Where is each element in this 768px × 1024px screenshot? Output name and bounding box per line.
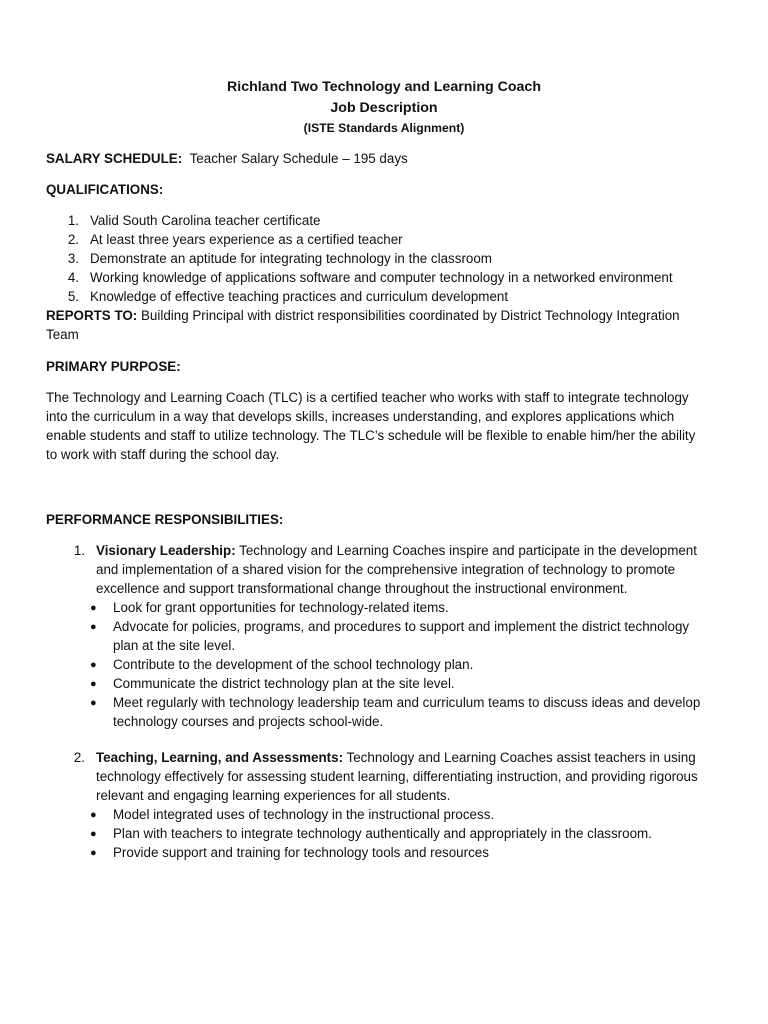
standards-alignment: (ISTE Standards Alignment) [303, 121, 465, 135]
primary-purpose-heading: PRIMARY PURPOSE: [46, 359, 181, 374]
section-text-line: excellence and support transformational change throughout the instructional environment. [96, 581, 628, 596]
section-title: Teaching, Learning, and Assessments: [96, 750, 344, 765]
purpose-line: into the curriculum in a way that develops skills, increases understanding, and explores applications which [46, 409, 675, 424]
document-title: Richland Two Technology and Learning Coach [227, 79, 541, 95]
purpose-line: to work with staff during the school day. [46, 447, 280, 462]
bullet-icon: ● [90, 697, 97, 709]
qualifications-heading: QUALIFICATIONS: [46, 182, 164, 197]
purpose-line: The Technology and Learning Coach (TLC) is a certified teacher who works with staff to integrate technology [46, 390, 689, 405]
salary-label: SALARY SCHEDULE: [46, 151, 183, 166]
salary-schedule [46, 150, 408, 169]
salary-value: Teacher Salary Schedule – 195 days [189, 151, 408, 166]
reports-to: REPORTS TO: Building Principal with district responsibilities coordinated by District Technology Integration [46, 308, 680, 323]
bullet-icon: ● [90, 678, 97, 690]
section-intro-line: Visionary Leadership: Technology and Learning Coaches inspire and participate in the development [96, 543, 697, 558]
section-text-line: technology effectively for assessing student learning, differentiating instruction, and providing rigorous [96, 769, 698, 784]
performance-heading: PERFORMANCE RESPONSIBILITIES: [46, 512, 284, 527]
section-intro-line: Teaching, Learning, and Assessments: Technology and Learning Coaches assist teachers in using [96, 750, 696, 765]
bullet-icon: ● [90, 659, 97, 671]
section-text-line: relevant and engaging learning experiences for all students. [96, 788, 451, 803]
reports-to-continuation: Team [46, 327, 79, 342]
purpose-line: enable students and staff to utilize technology. The TLC’s schedule will be flexible to enable him/her the ability [46, 428, 696, 443]
document-page: Richland Two Technology and Learning Coach Job Description (ISTE Standards Alignment) SALARY SCHEDULE: Teacher Salary Schedule – 195 days QUALIFICATIONS: 1. Valid South Carolina teacher certificate 2. At least three years experience as a certified teacher 3. Demonstrate an aptitude for integrating technology in the classroom 4. Working knowledge of applications software and computer technology in a networked environment 5. Knowledge of effective teaching practices and curriculum development REPORTS TO: Building Principal with district responsibilities coordinated by District Technology Integration Team PRIMARY PURPOSE: The Technology and Learning Coach (TLC) is a certified teacher who works with staff to integrate technology into the curriculum in a way that develops skills, increases understanding, and explores applications which enable students and staff to utilize technology. The TLC’s schedule will be flexible to enable him/her the ability to work with staff during the school day. PERFORMANCE RESPONSIBILITIES: 1. Visionary Leadership: Technology and Learning Coaches inspire and participate in the development and implementation of a shared vision for the comprehensive integration of technology to promote excellence and support transformational change throughout the instructional environment. ● Look for grant opportunities for technology-related items. ● Advocate for policies, programs, and procedures to support and implement the district technology plan at the site level. ● Contribute to the development of the school technology plan. ● Communicate the district technology plan at the site level. ● Meet regularly with technology leadership team and curriculum teams to discuss ideas and develop technology courses and projects school-wide. 2. Teaching, Learning, and Assessments: Technology and Learning Coaches assist teachers in using technology effectively for assessing student learning, differentiating instruction, and providing rigorous relevant and engaging learning experiences for all students. ● Model integrated uses of technology in the instructional process. ● Plan with teachers to integrate technology authentically and appropriately in the classroom. ● Provide support and training for technology tools and resources [0, 0, 768, 1024]
section-text-line: and implementation of a shared vision for the comprehensive integration of technology to promote [96, 562, 676, 577]
bullet-icon: ● [90, 847, 97, 859]
bullet-icon: ● [90, 809, 97, 821]
document-subtitle: Job Description [330, 100, 438, 116]
reports-to-label: REPORTS TO: [46, 308, 138, 323]
bullet-icon: ● [90, 621, 97, 633]
bullet-icon: ● [90, 828, 97, 840]
section-title: Visionary Leadership: [96, 543, 236, 558]
bullet-icon: ● [90, 602, 97, 614]
